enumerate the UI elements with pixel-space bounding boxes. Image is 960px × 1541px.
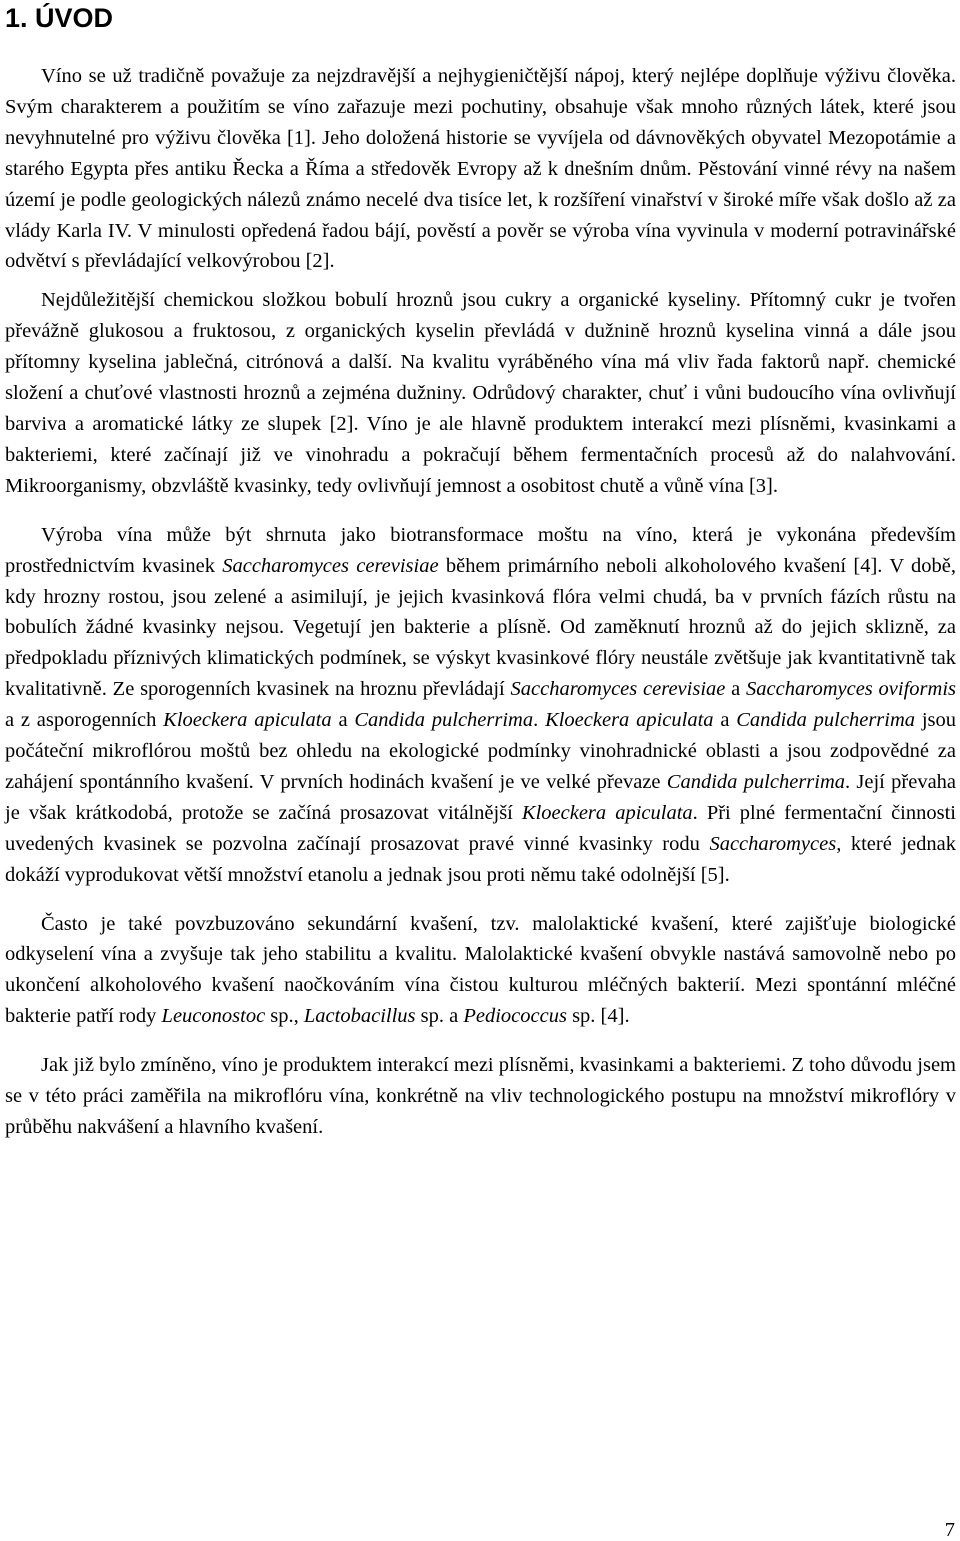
page-number: 7 [944,1519,955,1541]
text-run: Jak již bylo zmíněno, víno je produktem interakcí mezi plísněmi, kvasinkami a bakteriemi. Z toho důvodu jsem se v této práci zaměřila na mikroflóru vína, konkrétně na vliv technologického postupu na množství mikroflóry v průběhu nakvášení a hlavního kvašení. [5,1054,956,1138]
text-run: a [331,709,355,732]
text-run: , které jednak dokáží vyprodukovat větší množství etanolu a jednak jsou proti němu také odolnější [5]. [5,832,956,886]
text-run: . Její převaha je však krátkodobá, protože se začíná prosazovat vitálnější [5,770,957,824]
text-run: a [713,709,737,732]
species-name: Candida pulcherrima [354,709,534,732]
paragraph-aim [5,1050,956,1143]
text-run: Často je také povzbuzováno sekundární kvašení, tzv. malolaktické kvašení, které zajišťuje biologické odkyselení vína a zvyšuje tak jeho stabilitu a kvalitu. Malolaktické kvašení obvykle nastává samovolně nebo po ukončení alkoholového kvašení naočkováním vína čistou kulturou mléčných bakterií. Mezi spontánní mléčné bakterie patří rody [5,912,956,1028]
species-name: Saccharomyces oviformis [746,678,956,701]
species-name: Kloeckera apiculata [163,709,332,732]
paragraph-history [5,61,956,277]
paragraph-malolactic [5,909,956,1033]
species-name: Saccharomyces [709,832,837,855]
text-run: a z asporogenních [5,709,164,732]
text-run: jsou počáteční mikroflórou moštů bez ohledu na ekologické podmínky vinohradnické oblasti a jsou zodpovědné za zahájení spontánního kvašení. V prvních hodinách kvašení je ve velké převaze [5,709,957,793]
text-run: sp., [265,1005,304,1028]
section-heading: 1. ÚVOD [5,3,114,33]
species-name: Kloeckera apiculata [545,709,714,732]
paragraph-chemistry [5,285,956,501]
text-run: . Při plné fermentační činnosti uvedených kvasinek se pozvolna začínají prosazovat pravé vinné kvasinky rodu [5,801,956,855]
text-run: během primárního neboli alkoholového kvašení [4]. V době, kdy hrozny rostou, jsou zelené a asimilují, je jejich kvasinková flóra velmi chudá, ba v prvních fázích růstu na bobulích žádné kvasinky nejsou. Vegetují jen bakterie a plísně. Od zaměknutí hroznů až do jejich sklizně, za předpokladu příznivých klimatických podmínek, se výskyt kvasinkové flóry neustále zvětšuje jak kvantitativně tak kvalitativně. Ze sporogenních kvasinek na hroznu převládají [5,554,957,701]
body-text [5,61,956,1161]
text-run: sp. a [415,1005,464,1028]
text-run: . [533,709,546,732]
species-name: Pediococcus [463,1005,567,1028]
species-name: Saccharomyces cerevisiae [222,554,439,577]
species-name: Candida pulcherrima [666,770,846,793]
species-name: Lactobacillus [303,1005,416,1028]
text-run: Výroba vína může být shrnuta jako biotransformace moštu na víno, která je vykonána především prostřednictvím kvasinek [5,523,956,577]
species-name: Candida pulcherrima [736,709,916,732]
text-run: Víno se už tradičně považuje za nejzdravější a nejhygieničtější nápoj, který nejlépe doplňuje výživu člověka. Svým charakterem a použitím se víno zařazuje mezi pochutiny, obsahuje však mnoho různých látek, které jsou nevyhnutelné pro výživu člověka [1]. Jeho doložená historie se vyvíjela od dávnověkých obyvatel Mezopotámie a starého Egypta přes antiku Řecka a Říma a středověk Evropy až k dnešním dnům. Pěstování vinné révy na našem území je podle geologických nálezů známo necelé dva tisíce let, k rozšíření vinařství v široké míře však došlo až za vlády Karla IV. V minulosti opředená řadou bájí, pověstí a pověr se výroba vína vyvinula v moderní potravinářské odvětví s převládající velkovýrobou [2]. [5,65,956,273]
species-name: Leuconostoc [161,1005,266,1028]
species-name: Saccharomyces cerevisiae [510,678,726,701]
text-run: sp. [4]. [566,1005,630,1028]
text-run: Nejdůležitější chemickou složkou bobulí hroznů jsou cukry a organické kyseliny. Přítomný cukr je tvořen převážně glukosou a fruktosou, z organických kyselin převládá v dužnině hroznů kyselina vinná a dále jsou přítomny kyselina jablečná, citrónová a další. Na kvalitu vyráběného vína má vliv řada faktorů např. chemické složení a chuťové vlastnosti hroznů a zejména dužniny. Odrůdový charakter, chuť i vůni budoucího vína ovlivňují barviva a aromatické látky ze slupek [2]. Víno je ale hlavně produktem interakcí mezi plísněmi, kvasinkami a bakteriemi, které začínají již ve vinohradu a pokračují během fermentačních procesů až do nalahvování. Mikroorganismy, obzvláště kvasinky, tedy ovlivňují jemnost a osobitost chutě a vůně vína [3]. [5,289,956,497]
text-run: a [725,678,747,701]
species-name: Kloeckera apiculata [521,801,693,824]
paragraph-yeasts [5,520,956,891]
